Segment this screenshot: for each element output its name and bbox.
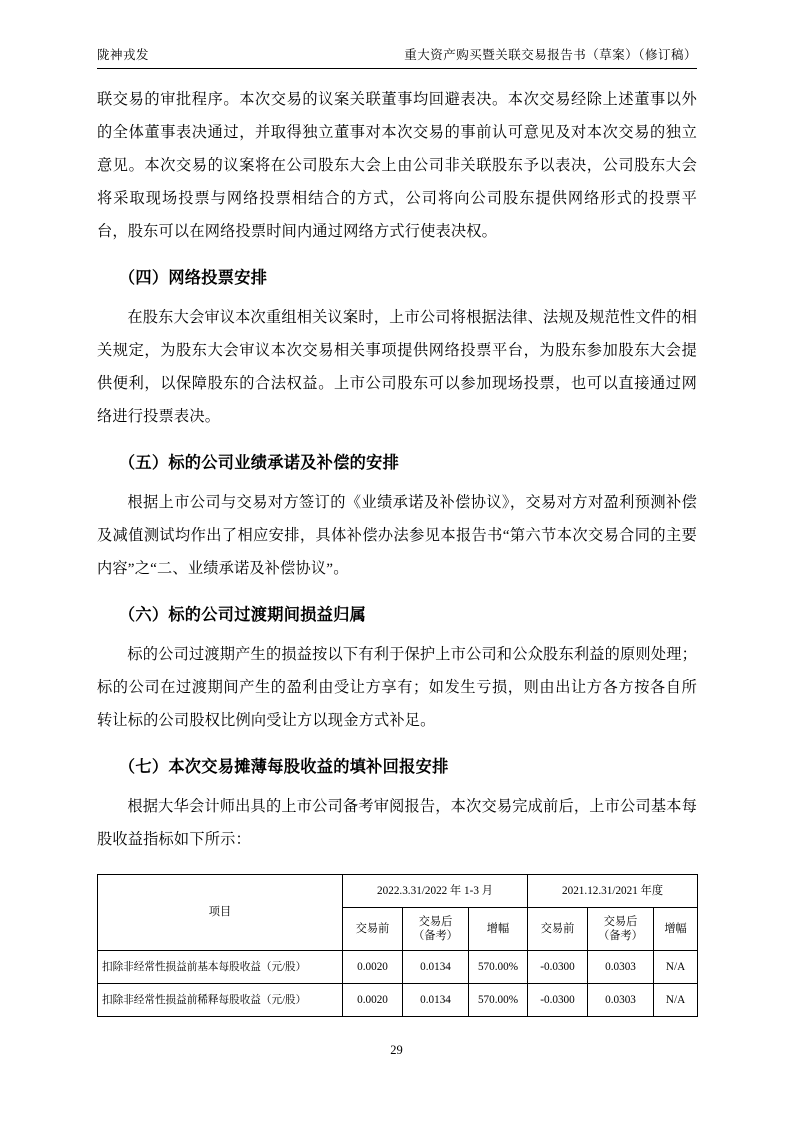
table-subheader-4: 交易前 <box>528 908 588 951</box>
table-header-row-groups <box>98 875 698 908</box>
table-cell-value: 0.0303 <box>588 951 654 984</box>
table-row <box>98 951 698 984</box>
table-subheader-6: 增幅 <box>654 908 698 951</box>
table-header-group-1: 2022.3.31/2022 年 1-3 月 <box>343 875 528 908</box>
table-cell-value: 570.00% <box>469 984 528 1017</box>
heading-seven: （七）本次交易摊薄每股收益的填补回报安排 <box>118 758 449 776</box>
header-divider <box>97 68 697 69</box>
table-cell-value: -0.0300 <box>528 984 588 1017</box>
table-cell-value: 570.00% <box>469 951 528 984</box>
page-number: 29 <box>390 1043 403 1057</box>
paragraph-five: 根据上市公司与交易对方签订的《业绩承诺及补偿协议》，交易对方对盈利预测补偿及减值测试均作出了相应安排，具体补偿办法参见本报告书“第六节本次交易合同的主要内容”之“二、业绩承诺及补偿协议”。 <box>97 494 697 577</box>
table-subheader-2: 交易后 （备考） <box>403 908 469 951</box>
table-cell-value: 0.0134 <box>403 951 469 984</box>
table-cell-value: 0.0020 <box>343 984 403 1017</box>
table-cell-value: -0.0300 <box>528 951 588 984</box>
table-cell-value: 0.0020 <box>343 951 403 984</box>
paragraph-six: 标的公司过渡期产生的损益按以下有利于保护上市公司和公众股东利益的原则处理；标的公司在过渡期间产生的盈利由受让方享有；如发生亏损，则由出让方各方按各自所转让标的公司股权比例向受让方以现金方式补足。 <box>97 646 697 729</box>
paragraph-seven: 根据大华会计师出具的上市公司备考审阅报告，本次交易完成前后，上市公司基本每股收益指标如下所示： <box>97 798 697 848</box>
page-content <box>97 45 697 1017</box>
eps-table-wrapper <box>97 874 697 1017</box>
table-cell-value: 0.0134 <box>403 984 469 1017</box>
table-row <box>98 984 698 1017</box>
header-document-title: 重大资产购买暨关联交易报告书（草案）（修订稿） <box>404 48 697 62</box>
table-subheader-1: 交易前 <box>343 908 403 951</box>
paragraph-continued: 联交易的审批程序。本次交易的议案关联董事均回避表决。本次交易经除上述董事以外的全体董事表决通过，并取得独立董事对本次交易的事前认可意见及对本次交易的独立意见。本次交易的议案将在公司股东大会上由公司非关联股东予以表决，公司股东大会将采取现场投票与网络投票相结合的方式，公司将向公司股东提供网络形式的投票平台，股东可以在网络投票时间内通过网络方式行使表决权。 <box>97 91 697 240</box>
paragraph-four: 在股东大会审议本次重组相关议案时，上市公司将根据法律、法规及规范性文件的相关规定，为股东大会审议本次交易相关事项提供网络投票平台，为股东参加股东大会提供便利，以保障股东的合法权益。上市公司股东可以参加现场投票，也可以直接通过网络进行投票表决。 <box>97 309 697 425</box>
heading-four: （四）网络投票安排 <box>118 269 268 287</box>
header-company-name: 陇神戎发 <box>97 48 150 62</box>
heading-five: （五）标的公司业绩承诺及补偿的安排 <box>118 454 400 472</box>
table-cell-value: N/A <box>654 951 698 984</box>
page-header <box>97 45 697 68</box>
table-cell-value: N/A <box>654 984 698 1017</box>
table-cell-item: 扣除非经常性损益前稀释每股收益（元/股） <box>98 984 343 1017</box>
heading-six: （六）标的公司过渡期间损益归属 <box>118 606 367 624</box>
table-subheader-5: 交易后 （备考） <box>588 908 654 951</box>
table-header-item: 项目 <box>98 875 343 951</box>
eps-table <box>97 874 698 1017</box>
table-cell-item: 扣除非经常性损益前基本每股收益（元/股） <box>98 951 343 984</box>
table-subheader-3: 增幅 <box>469 908 528 951</box>
table-header-group-2: 2021.12.31/2021 年度 <box>528 875 698 908</box>
table-cell-value: 0.0303 <box>588 984 654 1017</box>
